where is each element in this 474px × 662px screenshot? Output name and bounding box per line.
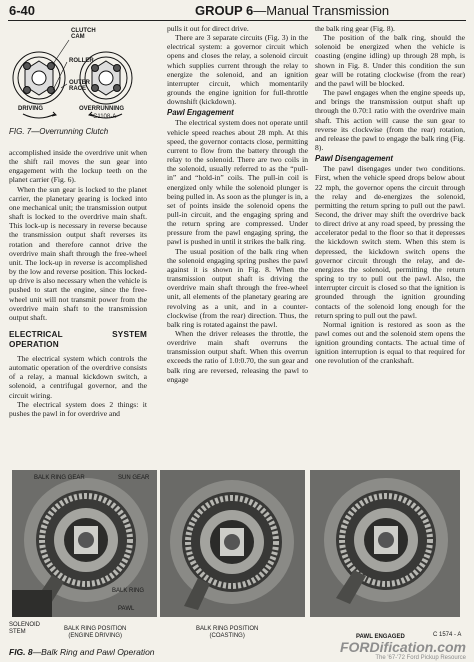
figure-8-number: FIG. 8 [9, 647, 33, 657]
balk-ring-photo-3 [310, 470, 460, 617]
figure-7-overrunning-clutch [9, 26, 139, 142]
label-pawl-engaged: PAWL ENGAGED [356, 634, 405, 640]
label-driving: DRIVING [18, 106, 44, 112]
photo-coasting [160, 470, 305, 617]
figure-8-caption-text: —Balk Ring and Pawl Operation [32, 647, 155, 657]
paragraph: The usual position of the balk ring when the solenoid engaging spring pushes the pawl against it is shown in Fig. 8. When the transmission output shaft is driving the overdrive main shaft through the free-wheel unit, all elements of the planetary gearing are revolving as a unit, and in a counter-clockwise (from the rear) direction. Thus, the balk ring is rotated against the pawl. [167, 246, 308, 329]
label-position-engine-driving: BALK RING POSITION (ENGINE DRIVING) [64, 626, 127, 639]
watermark-title: FORDification.com [339, 639, 466, 655]
subheading-pawl-disengagement: Pawl Disengagement [315, 154, 393, 164]
label-roller: ROLLER [69, 58, 94, 64]
paragraph: When the sun gear is locked to the planet carrier, the planetary gearing is locked into one mechanical unit; the transmission output shaft is locked to the overdrive main shaft. This lock-up is necessary in reverse because the transmission output shaft reverses its rotation and therefore cannot drive the overdrive main shaft through the free-wheel unit. The lock-up in reverse is accomplished by the low and reverse position. This locked-up drive is also necessary when the vehicle is pushed to start the engine, since the free-wheel unit will not transmit power from the overdrive main shaft to the transmission output shaft. [9, 184, 147, 322]
figure-8-code: C 1574 - A [433, 632, 462, 638]
balk-ring-photo-2 [160, 470, 305, 617]
paragraph: The position of the balk ring, should the solenoid be energized when the vehicle is coasting (engine idling) up through 28 mph, is shown in Fig. 8. Under this condition the sun gear will be rotating clockwise (from the rear) and the pawl will be blocked. [315, 33, 465, 88]
label-balk-ring-gear: BALK RING GEAR [34, 475, 85, 481]
paragraph: accomplished inside the overdrive unit when the shift rail moves the sun gear into engagement with the lockup teeth on the planet carrier (Fig. 6). [9, 148, 147, 185]
paragraph: Normal ignition is restored as soon as the pawl comes out and the solenoid stem opens the ignition grounding contacts. The actual time of ignition interruption is equal to that required for one revolution of the crankshaft. [315, 319, 465, 366]
figure-8-caption [9, 647, 155, 657]
label-clutch-cam [71, 28, 96, 40]
paragraph: the balk ring gear (Fig. 8). [315, 24, 395, 33]
paragraph: The electrical system does 2 things: it pushes the pawl in for overdrive and [9, 399, 147, 418]
paragraph: The electrical system does not operate until vehicle speed reaches about 28 mph. At this speed, the governor contacts close, permitting current to flow from the battery through the relay to the solenoid. There are two coils in the solenoid, usually referred to as the “pull-in” and “hold-in” coils. The pull-in coil is energized only while the solenoid plunger is being pulled in. As soon as the plunger is in, a set of points inside the solenoid opens the pull-in circuit, and the engaging spring and the return spring are compressed. Under pressure from the pawl engaging spring, the pawl is pushed in until it strikes the balk ring. [167, 118, 308, 247]
watermark [340, 639, 466, 661]
group-label: GROUP 6 [195, 3, 254, 18]
section-title: —Manual Transmission [253, 3, 390, 18]
label-pawl: PAWL [118, 606, 135, 612]
label-overrunning: OVERRUNNING [79, 106, 125, 112]
column-3 [315, 24, 465, 366]
page-number: 6-40 [9, 3, 36, 18]
section-heading-electrical-system: ELECTRICAL SYSTEM OPERATION [9, 329, 147, 349]
paragraph: When the driver releases the throttle, the overdrive main shaft overruns the transmission output shaft. When this overrun exceeds the ratio of 1.0:0.70, the sun gear and balk ring are reversed, releasing the pawl to engage [167, 329, 308, 384]
page-header-title [195, 3, 389, 18]
column-1 [9, 148, 147, 418]
figure-7-code: C1108-A [93, 114, 117, 120]
label-clutch-cam-text: CLUTCH CAM [71, 28, 96, 40]
column-2 [167, 24, 308, 384]
label-sun-gear: SUN GEAR [118, 475, 150, 481]
figure-7-caption: FIG. 7—Overrunning Clutch [9, 127, 109, 136]
header-rule [8, 20, 466, 21]
paragraph: pulls it out for direct drive. [167, 24, 249, 33]
label-balk-ring: BALK RING [112, 588, 145, 594]
label-outer-race: OUTER RACE [69, 80, 90, 92]
paragraph: The electrical system which controls the automatic operation of the overdrive consists of a relay, a manual kickdown switch, a solenoid, a centrifugal governor, and the circuit wiring. [9, 353, 147, 400]
paragraph: The pawl disengages under two conditions. First, when the vehicle speed drops below about 22 mph, the governor opens the circuit through the relay and de-energizes the solenoid, permitting the return spring to pull out the pawl. Second, the driver may shift the overdrive back to direct drive at any road speed, by pressing the accelerator pedal to the floor so that it depresses the kickdown switch stem. When this stem is depressed, the kickdown switch opens the governor circuit through the relay, and de-energizes the solenoid, permitting the return spring to try to pull out the pawl. Also, the interrupter circuit is closed so that the ignition is grounded through the ignition grounding contacts of the solenoid long enough for the return spring to pull out the pawl. [315, 164, 465, 320]
paragraph: The pawl engages when the engine speeds up, and brings the transmission output shaft up through the 0.70:1 ratio with the overdrive main shaft. This action will cause the sun gear to reverse its clockwise (from the rear) rotation, and release the pawl to engage the balk ring (Fig. 8). [315, 88, 465, 153]
paragraph: There are 3 separate circuits (Fig. 3) in the electrical system: a governor circuit which opens and closes the relay, a solenoid circuit which supplies current through the relay to energize the solenoid, and an ignition interrupter circuit, which momentarily grounds the engine ignition for full-throttle downshift (kickdown). [167, 33, 308, 107]
label-position-coasting: BALK RING POSITION (COASTING) [196, 626, 259, 639]
photo-pawl-engaged [310, 470, 460, 617]
label-solenoid-stem: SOLENOID STEM [9, 622, 41, 635]
watermark-subtitle: The '67-'72 Ford Pickup Resource [375, 655, 466, 661]
subheading-pawl-engagement: Pawl Engagement [167, 108, 234, 118]
